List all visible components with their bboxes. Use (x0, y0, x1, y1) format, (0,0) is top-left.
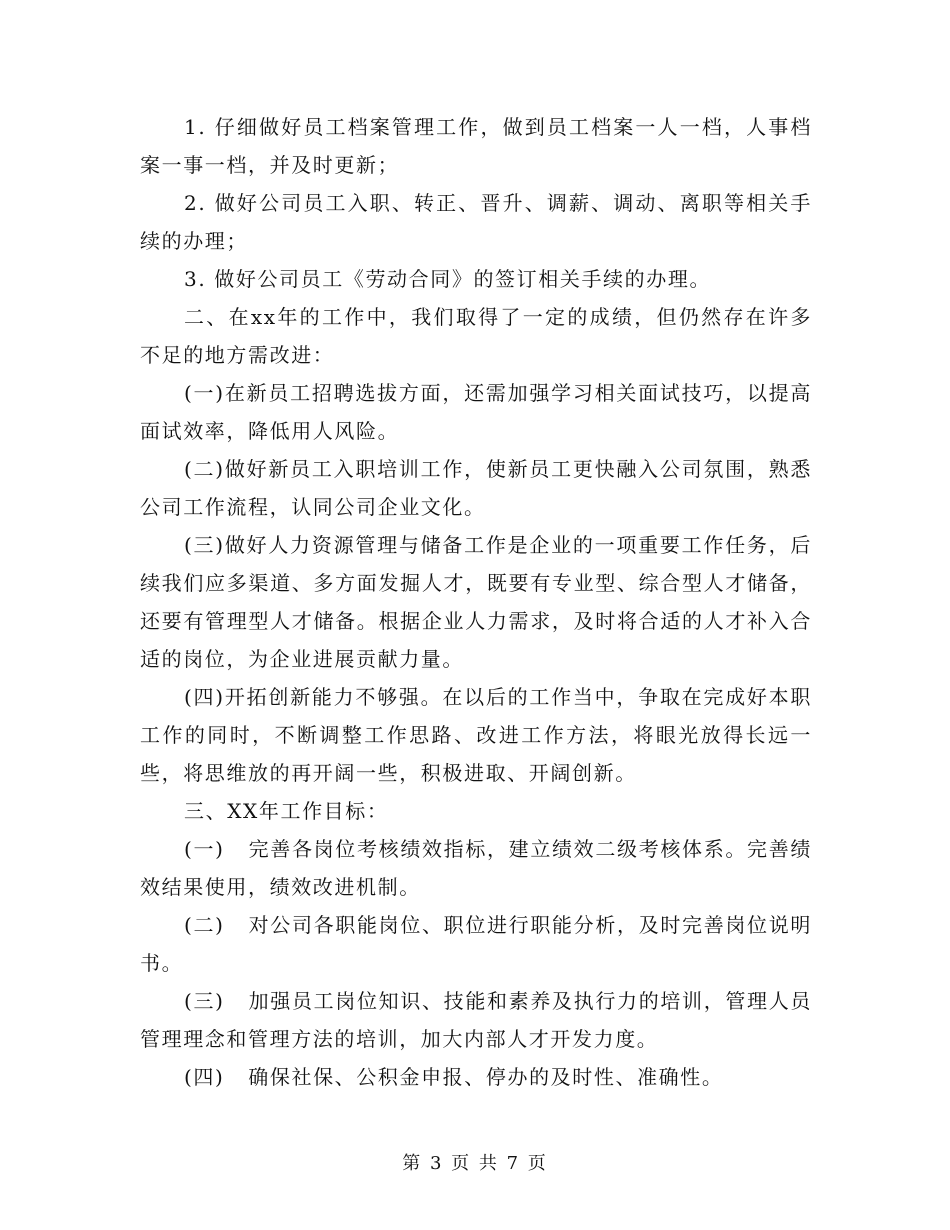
goal-performance-appraisal: (一) 完善各岗位考核绩效指标，建立绩效二级考核体系。完善绩效结果使用，绩效改进机制。 (140, 837, 812, 899)
goal-job-analysis: (二) 对公司各职能岗位、职位进行职能分析，及时完善岗位说明书。 (140, 913, 812, 975)
section-heading-goals: 三、XX年工作目标： (184, 799, 389, 823)
section-heading-improvements: 二、在xx年的工作中，我们取得了一定的成绩，但仍然存在许多不足的地方需改进： (140, 305, 812, 367)
paragraph-innovation: (四)开拓创新能力不够强。在以后的工作当中，争取在完成好本职工作的同时，不断调整工作思路、改进工作方法，将眼光放得长远一些，将思维放的再开阔一些，积极进取、开阔创新。 (140, 685, 812, 785)
paragraph-talent-reserve: (三)做好人力资源管理与储备工作是企业的一项重要工作任务，后续我们应多渠道、多方面发掘人才，既要有专业型、综合型人才储备，还要有管理型人才储备。根据企业人力需求，及时将合适的人才补入合适的岗位，为企业进展贡献力量。 (140, 533, 812, 671)
paragraph-labor-contract: 3. 做好公司员工《劳动合同》的签订相关手续的办理。 (184, 267, 712, 291)
page-number-footer: 第 3 页 共 7 页 (402, 1153, 548, 1174)
paragraph-training: (二)做好新员工入职培训工作，使新员工更快融入公司氛围，熟悉公司工作流程，认同公司企业文化。 (140, 457, 812, 519)
paragraph-archive-management: 1. 仔细做好员工档案管理工作，做到员工档案一人一档，人事档案一事一档，并及时更新； (140, 115, 812, 177)
paragraph-onboarding-procedures: 2. 做好公司员工入职、转正、晋升、调薪、调动、离职等相关手续的办理； (140, 191, 812, 253)
goal-social-insurance: (四) 确保社保、公积金申报、停办的及时性、准确性。 (184, 1065, 724, 1089)
document-body (140, 108, 812, 1096)
paragraph-recruitment: (一)在新员工招聘选拔方面，还需加强学习相关面试技巧，以提高面试效率，降低用人风险。 (140, 381, 812, 443)
goal-staff-training: (三) 加强员工岗位知识、技能和素养及执行力的培训，管理人员管理理念和管理方法的培训，加大内部人才开发力度。 (140, 989, 812, 1051)
